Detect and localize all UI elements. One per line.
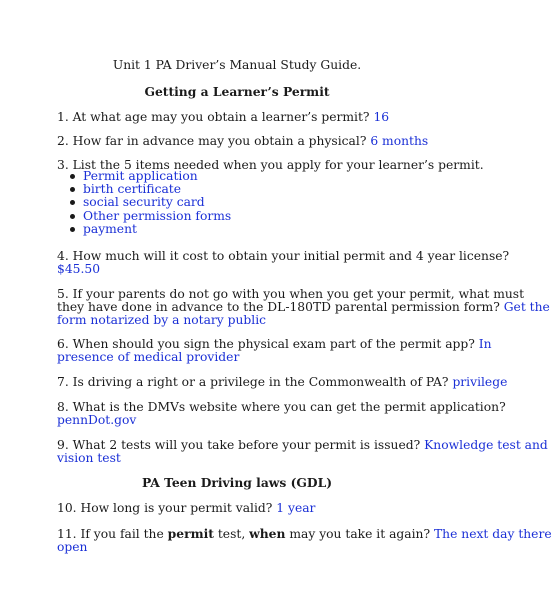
question-1 [57, 109, 389, 125]
emphasis-when: when [249, 526, 286, 541]
list-item: Permit application [70, 170, 231, 183]
answer-4: $45.50 [57, 262, 101, 276]
question-9-text: 9. What 2 tests will you take before your permit is issued? [57, 438, 425, 452]
question-7 [57, 374, 507, 390]
bullet-icon [70, 227, 75, 232]
answer-9-part2: vision test [57, 451, 121, 465]
question-3-text: 3. List the 5 items needed when you apply for your learner’s permit. [57, 158, 484, 172]
list-item: payment [70, 223, 231, 236]
question-10-text: 10. How long is your permit valid? [57, 501, 277, 515]
bullet-icon [70, 200, 75, 205]
section-heading-teen-driving-laws: PA Teen Driving laws (GDL) [141, 475, 333, 490]
question-10 [57, 500, 315, 516]
answer-11-part2: open [57, 540, 88, 554]
question-5-line2: they have done in advance to the DL-180TD parental permission form? Get the [57, 300, 550, 314]
bullet-icon [70, 214, 75, 219]
answer-7: privilege [452, 375, 508, 389]
answer-2: 6 months [370, 134, 429, 148]
section-heading-learners-permit: Getting a Learner’s Permit [144, 84, 330, 99]
document-title: Unit 1 PA Driver’s Manual Study Guide. [112, 58, 362, 72]
question-11: 11. If you fail the permit test, when may you take it again? The next day there [57, 526, 552, 541]
question-2-text: 2. How far in advance may you obtain a physical? [57, 134, 371, 148]
list-item: Other permission forms [70, 210, 231, 223]
answer-9-part1: Knowledge test and [424, 438, 548, 452]
answer-8: pennDot.gov [57, 413, 137, 427]
emphasis-permit: permit [167, 526, 214, 541]
answer-6-part2: presence of medical provider [57, 350, 240, 364]
question-1-text: 1. At what age may you obtain a learner’s permit? [57, 110, 374, 124]
permit-items-list [70, 170, 231, 236]
answer-5-part1: Get the [503, 300, 550, 314]
bullet-icon [70, 174, 75, 179]
question-6-text: 6. When should you sign the physical exam part of the permit app? [57, 337, 479, 351]
answer-6-part1: In [478, 337, 492, 351]
answer-10: 1 year [276, 501, 316, 515]
answer-5-part2: form notarized by a notary public [57, 313, 267, 327]
answer-1: 16 [373, 110, 390, 124]
question-5-line1: 5. If your parents do not go with you when you get your permit, what must [57, 287, 525, 301]
bullet-icon [70, 187, 75, 192]
question-8-text: 8. What is the DMVs website where you can get the permit application? [57, 400, 506, 414]
question-2 [57, 133, 428, 149]
list-item: social security card [70, 196, 231, 209]
question-7-text: 7. Is driving a right or a privilege in the Commonwealth of PA? [57, 375, 453, 389]
question-9 [57, 437, 548, 453]
answer-11-part1: The next day there [433, 527, 552, 541]
question-4-text: 4. How much will it cost to obtain your initial permit and 4 year license? [57, 249, 510, 263]
list-item: birth certificate [70, 183, 231, 196]
